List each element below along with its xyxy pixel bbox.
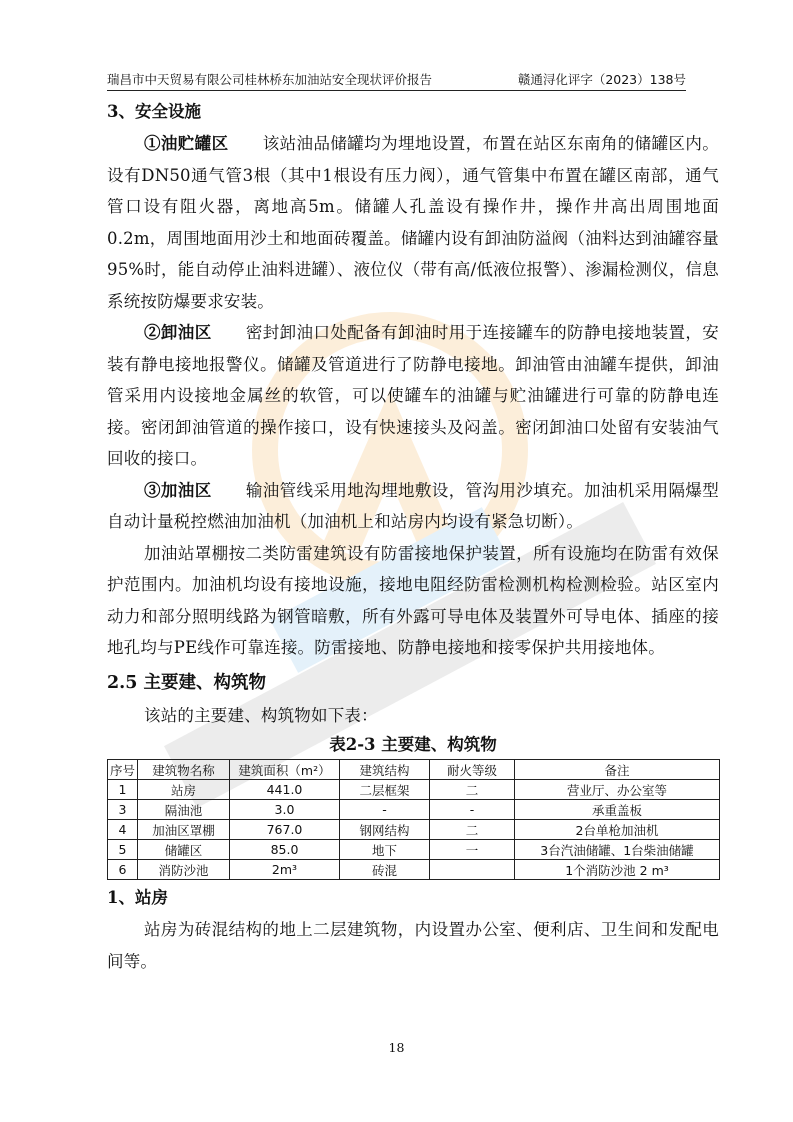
col-header-remarks: 备注 <box>515 760 720 780</box>
table-cell: 地下 <box>340 840 430 860</box>
table-cell: 1 <box>108 780 138 800</box>
col-header-fire-rating: 耐火等级 <box>430 760 515 780</box>
main-content <box>107 96 719 977</box>
table-cell: - <box>430 800 515 820</box>
table-cell: 营业厅、办公室等 <box>515 780 720 800</box>
table-cell: 一 <box>430 840 515 860</box>
table-cell <box>430 860 515 880</box>
table-cell: 85.0 <box>230 840 340 860</box>
table-cell: 767.0 <box>230 820 340 840</box>
table-cell: 6 <box>108 860 138 880</box>
table-row <box>108 860 720 880</box>
table-cell: 加油区罩棚 <box>138 820 230 840</box>
table-cell: 砖混 <box>340 860 430 880</box>
header-divider <box>107 90 686 91</box>
paragraph-station-building: 站房为砖混结构的地上二层建筑物，内设置办公室、便利店、卫生间和发配电间等。 <box>107 920 719 971</box>
buildings-intro: 该站的主要建、构筑物如下表： <box>144 705 378 725</box>
col-header-index: 序号 <box>108 760 138 780</box>
table-cell: 站房 <box>138 780 230 800</box>
table-row <box>108 780 720 800</box>
table-cell: 5 <box>108 840 138 860</box>
table-row <box>108 820 720 840</box>
table-cell: 2台单枪加油机 <box>515 820 720 840</box>
table-cell: 二层框架 <box>340 780 430 800</box>
paragraph-unloading-area <box>107 317 719 475</box>
page-number: 18 <box>388 1040 405 1055</box>
text-tank-area: 该站油品储罐均为埋地设置，布置在站区东南角的储罐区内。设有DN50通气管3根（其中1根设有压力阀），通气管集中布置在罐区南部，通气管口设有阻火器，离地高5m。储罐人孔盖设有操作井，操作井高出周围地面0.2m，周围地面用沙土和地面砖覆盖。储罐内设有卸油防溢阀（油料达到油罐容量95%时，能自动停止油料进罐）、液位仪（带有高/低液位报警）、渗漏检测仪，信息系统按防爆要求安装。 <box>107 134 719 311</box>
paragraph-tank-area <box>107 128 719 317</box>
table-cell: 4 <box>108 820 138 840</box>
header-report-number: 赣通浔化评字（2023）138号 <box>517 72 686 87</box>
table-cell: 承重盖板 <box>515 800 720 820</box>
lead-refueling-area: ③加油区 <box>144 480 212 500</box>
col-header-structure: 建筑结构 <box>340 760 430 780</box>
table-cell: 钢网结构 <box>340 820 430 840</box>
section-title-safety-facilities: 3、安全设施 <box>107 102 201 121</box>
paragraph-lightning-protection <box>107 538 719 664</box>
table-row <box>108 800 720 820</box>
table-cell: 二 <box>430 820 515 840</box>
col-header-area: 建筑面积（m²） <box>230 760 340 780</box>
text-lightning-protection: 加油站罩棚按二类防雷建筑设有防雷接地保护装置，所有设施均在防雷有效保护范围内。加油机均设有接地设施，接地电阻经防雷检测机构检测检验。站区室内动力和部分照明线路为钢管暗敷，所有外露可导电体及装置外可导电体、插座的接地孔均与PE线作可靠连接。防雷接地、防静电接地和接零保护共用接地体。 <box>107 543 719 657</box>
running-header <box>107 70 686 88</box>
table-caption: 表2-3 主要建、构筑物 <box>329 735 497 754</box>
section-title-main-buildings: 2.5 主要建、构筑物 <box>107 672 267 693</box>
paragraph-refueling-area <box>107 475 719 538</box>
table-header-row <box>108 760 720 780</box>
col-header-name: 建筑物名称 <box>138 760 230 780</box>
table-cell: 二 <box>430 780 515 800</box>
table-cell: 441.0 <box>230 780 340 800</box>
table-cell: 2m³ <box>230 860 340 880</box>
table-cell: 储罐区 <box>138 840 230 860</box>
table-cell: 1个消防沙池 2 m³ <box>515 860 720 880</box>
lead-unloading-area: ②卸油区 <box>144 323 212 342</box>
table-cell: 3台汽油储罐、1台柴油储罐 <box>515 840 720 860</box>
table-row <box>108 840 720 860</box>
table-cell: 消防沙池 <box>138 860 230 880</box>
text-unloading-area: 密封卸油口处配备有卸油时用于连接罐车的防静电接地装置，安装有静电接地报警仪。储罐及管道进行了防静电接地。卸油管由油罐车提供，卸油管采用内设接地金属丝的软管，可以使罐车的油罐与贮油罐进行可靠的防静电连接。密闭卸油管道的操作接口，设有快速接头及闷盖。密闭卸油口处留有安装油气回收的接口。 <box>107 323 719 468</box>
buildings-table <box>107 759 720 880</box>
lead-tank-area: ①油贮罐区 <box>144 134 229 153</box>
table-cell: 隔油池 <box>138 800 230 820</box>
subsection-title-station-building: 1、站房 <box>107 888 168 907</box>
text-refueling-area: 输油管线采用地沟埋地敷设，管沟用沙填充。加油机采用隔爆型自动计量税控燃油加油机（加油机上和站房内均设有紧急切断）。 <box>107 480 719 531</box>
table-cell: 3 <box>108 800 138 820</box>
table-cell: 3.0 <box>230 800 340 820</box>
header-report-title: 瑞昌市中天贸易有限公司桂林桥东加油站安全现状评价报告 <box>107 72 433 87</box>
table-cell: - <box>340 800 430 820</box>
